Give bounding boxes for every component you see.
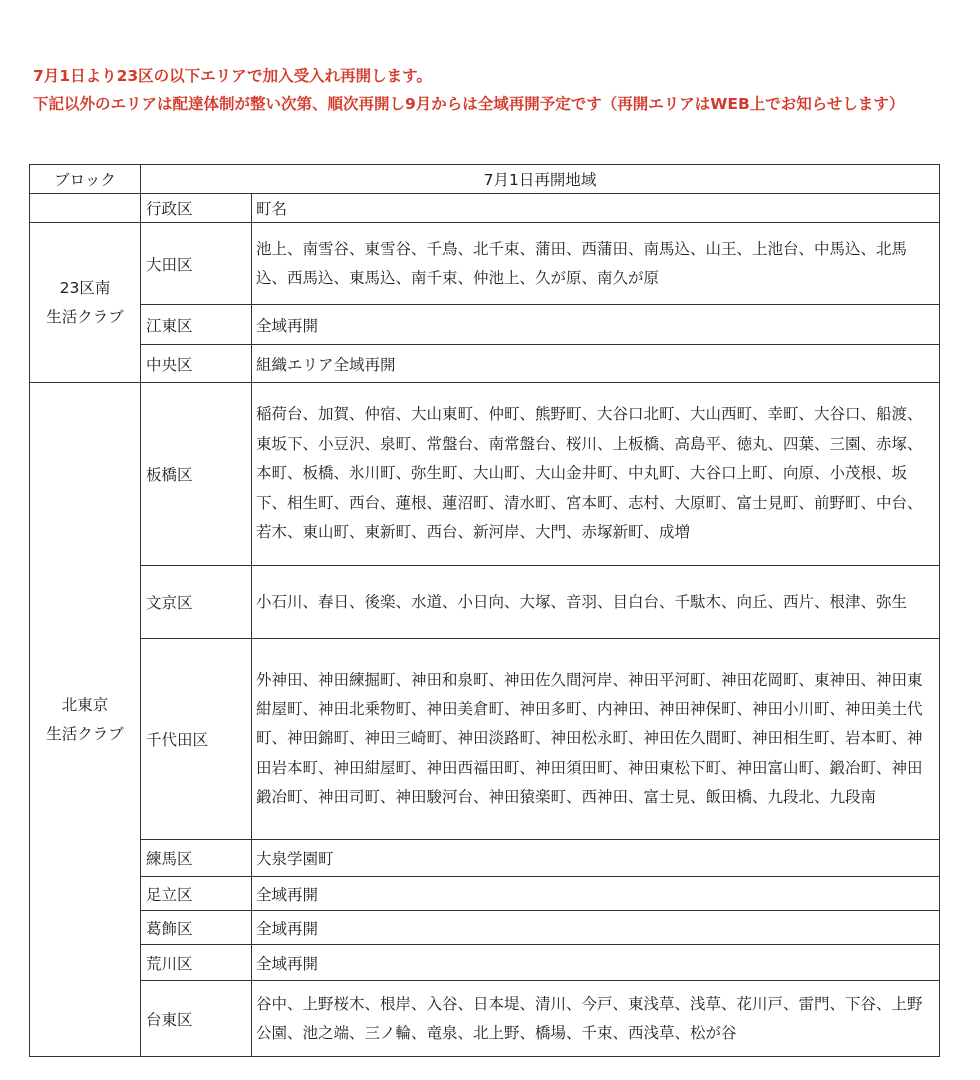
table-subheader-row [30,194,940,223]
ward-cell: 荒川区 [141,945,252,981]
towns-cell: 全域再開 [252,945,940,981]
towns-cell: 池上、南雪谷、東雪谷、千鳥、北千束、蒲田、西蒲田、南馬込、山王、上池台、中馬込、北馬込、西馬込、東馬込、南千束、仲池上、久が原、南久が原 [252,223,940,305]
block-cell [30,383,141,1057]
block-cell [30,223,141,383]
table-row [30,305,940,345]
resume-area-table [29,164,940,1057]
ward-cell: 千代田区 [141,639,252,840]
table-row [30,639,940,840]
header-region: 7月1日再開地域 [141,165,940,194]
ward-cell: 台東区 [141,981,252,1057]
block-name-line2: 生活クラブ [46,724,124,743]
ward-cell: 板橋区 [141,383,252,566]
towns-cell: 外神田、神田練掘町、神田和泉町、神田佐久間河岸、神田平河町、神田花岡町、東神田、神田東紺屋町、神田北乗物町、神田美倉町、神田多町、内神田、神田神保町、神田小川町、神田美土代町、神田錦町、神田三崎町、神田淡路町、神田松永町、神田佐久間町、神田相生町、岩本町、神田岩本町、神田紺屋町、神田西福田町、神田須田町、神田東松下町、神田富山町、鍛冶町、神田鍛冶町、神田司町、神田駿河台、神田猿楽町、西神田、富士見、飯田橋、九段北、九段南 [252,639,940,840]
subheader-empty [30,194,141,223]
ward-cell: 練馬区 [141,840,252,877]
towns-cell: 小石川、春日、後楽、水道、小日向、大塚、音羽、目白台、千駄木、向丘、西片、根津、弥生 [252,566,940,639]
towns-cell: 大泉学園町 [252,840,940,877]
table-row [30,945,940,981]
table-row [30,911,940,945]
table-row [30,877,940,911]
notice-line-1: 7月1日より23区の以下エリアで加入受入れ再開します。 [33,67,432,85]
table-row [30,345,940,383]
towns-cell: 稲荷台、加賀、仲宿、大山東町、仲町、熊野町、大谷口北町、大山西町、幸町、大谷口、船渡、東坂下、小豆沢、泉町、常盤台、南常盤台、桜川、上板橋、高島平、徳丸、四葉、三園、赤塚、本町、板橋、氷川町、弥生町、大山町、大山金井町、中丸町、大谷口上町、向原、小茂根、坂下、相生町、西台、蓮根、蓮沼町、清水町、宮本町、志村、大原町、富士見町、前野町、中台、若木、東山町、東新町、西台、新河岸、大門、赤塚新町、成増 [252,383,940,566]
ward-cell: 葛飾区 [141,911,252,945]
notice [33,62,938,118]
notice-line-2: 下記以外のエリアは配達体制が整い次第、順次再開し9月からは全域再開予定です（再開エリアはWEB上でお知らせします） [33,95,905,113]
table-row [30,981,940,1057]
ward-cell: 足立区 [141,877,252,911]
towns-cell: 谷中、上野桜木、根岸、入谷、日本堤、清川、今戸、東浅草、浅草、花川戸、雷門、下谷、上野公園、池之端、三ノ輪、竜泉、北上野、橋場、千束、西浅草、松が谷 [252,981,940,1057]
table-header-row [30,165,940,194]
subheader-town: 町名 [252,194,940,223]
table-row [30,840,940,877]
ward-cell: 中央区 [141,345,252,383]
ward-cell: 文京区 [141,566,252,639]
block-name-line2: 生活クラブ [46,307,124,326]
block-name-line1: 23区南 [59,278,111,297]
table-row [30,383,940,566]
header-block: ブロック [30,165,141,194]
towns-cell: 全域再開 [252,305,940,345]
ward-cell: 江東区 [141,305,252,345]
block-name-line1: 北東京 [61,695,109,714]
towns-cell: 全域再開 [252,911,940,945]
table-row [30,566,940,639]
towns-cell: 組織エリア全域再開 [252,345,940,383]
subheader-ward: 行政区 [141,194,252,223]
table-row [30,223,940,305]
towns-cell: 全域再開 [252,877,940,911]
ward-cell: 大田区 [141,223,252,305]
